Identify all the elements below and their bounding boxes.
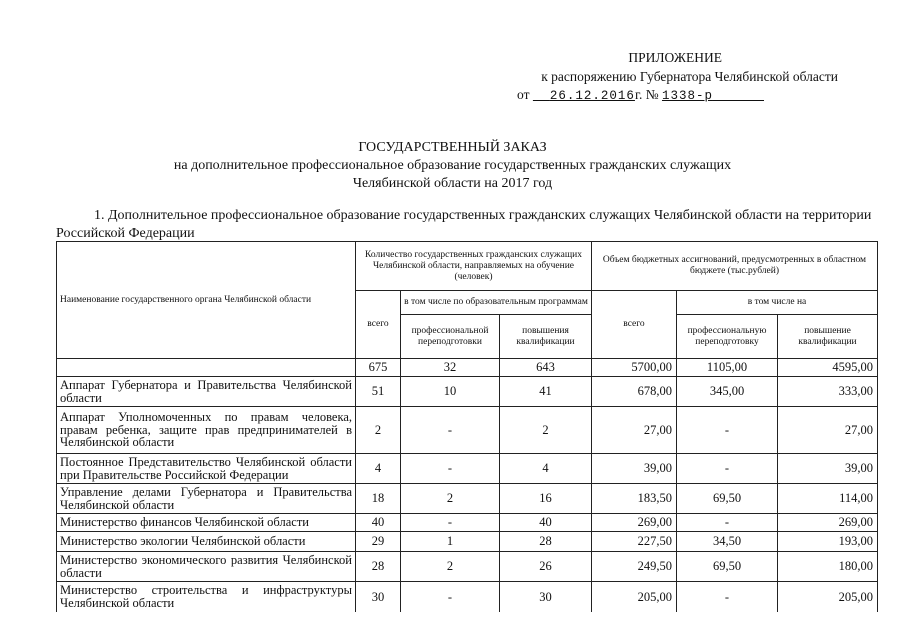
row-total: 30 — [356, 582, 401, 612]
header-count-total: всего — [356, 291, 401, 359]
table-row — [57, 377, 878, 407]
row-name: Аппарат Уполномоченных по правам человека, правам ребенка, защите прав предпринимателей в Челябинской области — [57, 407, 356, 454]
table-row — [57, 552, 878, 582]
row-budget-qualification: 205,00 — [778, 582, 878, 612]
row-budget-retraining: - — [677, 514, 778, 532]
row-budget-total: 227,50 — [592, 532, 677, 552]
header-budget-retraining: профессиональную переподготовку — [677, 315, 778, 359]
row-budget-qualification: 269,00 — [778, 514, 878, 532]
table-row — [57, 407, 878, 454]
date-suffix: г. № — [634, 87, 659, 102]
row-name: Министерство строительства и инфраструктуры Челябинской области — [57, 582, 356, 612]
totals-retraining: 32 — [401, 359, 500, 377]
row-budget-qualification: 114,00 — [778, 484, 878, 514]
row-retraining: 2 — [401, 484, 500, 514]
row-qualification: 40 — [500, 514, 592, 532]
row-qualification: 41 — [500, 377, 592, 407]
header-budget-group: Объем бюджетных ассигнований, предусмотренных в областном бюджете (тыс.рублей) — [592, 242, 878, 291]
row-budget-qualification: 180,00 — [778, 552, 878, 582]
totals-budget-qualification: 4595,00 — [778, 359, 878, 377]
row-total: 40 — [356, 514, 401, 532]
table-row — [57, 532, 878, 552]
appendix-title-text: ПРИЛОЖЕНИЕ — [628, 50, 722, 65]
row-budget-qualification: 193,00 — [778, 532, 878, 552]
order-number-text: 1338-р — [661, 89, 713, 103]
row-total: 4 — [356, 454, 401, 484]
state-order-table — [56, 241, 878, 612]
row-retraining: 2 — [401, 552, 500, 582]
row-name: Министерство экологии Челябинской области — [57, 532, 356, 552]
appendix-title — [0, 49, 838, 67]
row-budget-retraining: - — [677, 407, 778, 454]
totals-name — [57, 359, 356, 377]
row-qualification: 2 — [500, 407, 592, 454]
row-total: 18 — [356, 484, 401, 514]
header-budget-total: всего — [592, 291, 677, 359]
date-prefix: от — [517, 87, 530, 102]
row-budget-total: 205,00 — [592, 582, 677, 612]
row-budget-qualification: 27,00 — [778, 407, 878, 454]
totals-qualification: 643 — [500, 359, 592, 377]
date-value — [533, 89, 635, 103]
title-line-1: ГОСУДАРСТВЕННЫЙ ЗАКАЗ — [358, 140, 547, 155]
document-subtitle — [0, 157, 905, 175]
row-total: 29 — [356, 532, 401, 552]
row-name: Министерство финансов Челябинской области — [57, 514, 356, 532]
header-count-programs: в том числе по образовательным программам — [401, 291, 592, 315]
table-row — [57, 454, 878, 484]
appendix-ref-text: к распоряжению Губернатора Челябинской области — [541, 69, 838, 84]
row-retraining: 10 — [401, 377, 500, 407]
row-name: Управление делами Губернатора и Правительства Челябинской области — [57, 484, 356, 514]
row-budget-total: 249,50 — [592, 552, 677, 582]
totals-budget-total: 5700,00 — [592, 359, 677, 377]
row-total: 28 — [356, 552, 401, 582]
row-total: 51 — [356, 377, 401, 407]
table-row — [57, 582, 878, 612]
row-budget-total: 678,00 — [592, 377, 677, 407]
row-qualification: 16 — [500, 484, 592, 514]
row-retraining: - — [401, 582, 500, 612]
table-row — [57, 484, 878, 514]
header-budget-qualification: повышение квалификации — [778, 315, 878, 359]
row-budget-qualification: 39,00 — [778, 454, 878, 484]
row-retraining: 1 — [401, 532, 500, 552]
row-name: Аппарат Губернатора и Правительства Челябинской области — [57, 377, 356, 407]
row-budget-retraining: 69,50 — [677, 552, 778, 582]
row-budget-retraining: 34,50 — [677, 532, 778, 552]
row-budget-retraining: 345,00 — [677, 377, 778, 407]
date-value-text: 26.12.2016 — [549, 89, 635, 103]
section-heading: 1. Дополнительное профессиональное образование государственных гражданских служащих Челябинской области на территории Российской Федерации — [56, 208, 872, 241]
table-row — [57, 514, 878, 532]
row-budget-total: 39,00 — [592, 454, 677, 484]
header-org-name: Наименование государственного органа Челябинской области — [57, 242, 356, 359]
document-subtitle-2 — [0, 175, 905, 193]
row-qualification: 4 — [500, 454, 592, 484]
row-qualification: 28 — [500, 532, 592, 552]
title-line-2: на дополнительное профессиональное образование государственных гражданских служащих — [173, 158, 732, 173]
appendix-date-line — [0, 86, 764, 105]
row-budget-qualification: 333,00 — [778, 377, 878, 407]
totals-budget-retraining: 1105,00 — [677, 359, 778, 377]
row-retraining: - — [401, 514, 500, 532]
header-budget-including: в том числе на — [677, 291, 878, 315]
header-count-retraining: профессиональной переподготовки — [401, 315, 500, 359]
header-count-group: Количество государственных гражданских служащих Челябинской области, направляемых на обучение (человек) — [356, 242, 592, 291]
totals-total: 675 — [356, 359, 401, 377]
row-name: Министерство экономического развития Челябинской области — [57, 552, 356, 582]
row-budget-total: 269,00 — [592, 514, 677, 532]
row-budget-total: 27,00 — [592, 407, 677, 454]
row-retraining: - — [401, 407, 500, 454]
row-budget-retraining: 69,50 — [677, 484, 778, 514]
row-name: Постоянное Представительство Челябинской области при Правительстве Российской Федерации — [57, 454, 356, 484]
row-total: 2 — [356, 407, 401, 454]
row-qualification: 26 — [500, 552, 592, 582]
header-count-qualification: повышения квалификации — [500, 315, 592, 359]
title-line-3: Челябинской области на 2017 год — [352, 176, 553, 191]
row-budget-retraining: - — [677, 454, 778, 484]
row-budget-retraining: - — [677, 582, 778, 612]
order-number — [662, 89, 764, 103]
row-retraining: - — [401, 454, 500, 484]
totals-row — [57, 359, 878, 377]
row-qualification: 30 — [500, 582, 592, 612]
appendix-ref — [0, 68, 838, 86]
document-title — [0, 139, 905, 157]
row-budget-total: 183,50 — [592, 484, 677, 514]
